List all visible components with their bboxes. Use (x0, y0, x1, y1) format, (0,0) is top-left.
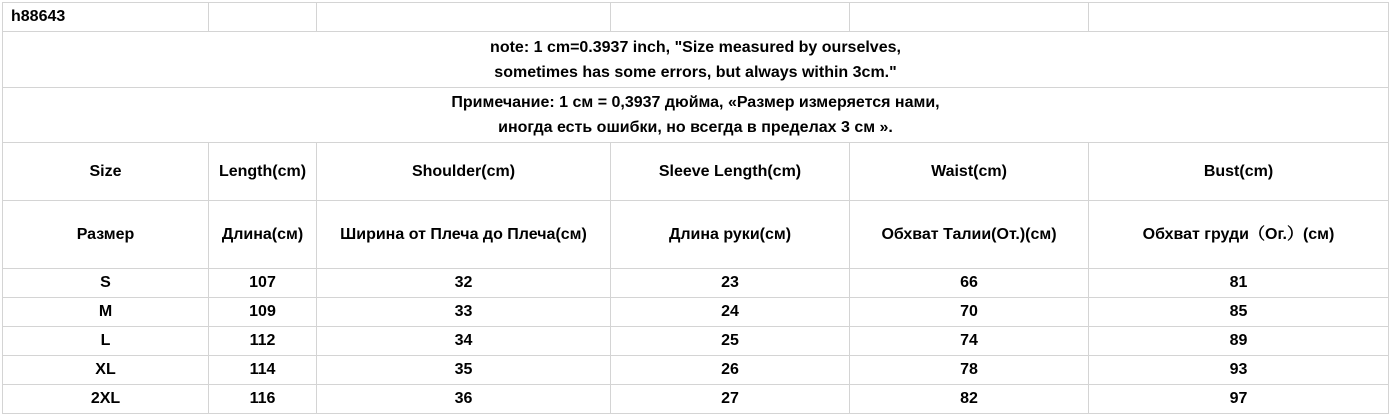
note-en-cell[interactable] (3, 32, 1389, 88)
header-ru-shoulder[interactable]: Ширина от Плеча до Плеча(см) (317, 201, 611, 269)
sleeve-length-cell[interactable]: 27 (611, 385, 850, 414)
length-cell[interactable]: 114 (209, 356, 317, 385)
length-cell[interactable]: 109 (209, 298, 317, 327)
length-cell[interactable]: 107 (209, 269, 317, 298)
note-en-line-2: sometimes has some errors, but always within 3cm." (494, 63, 897, 81)
header-ru-waist[interactable]: Обхват Талии(От.)(см) (850, 201, 1089, 269)
note-ru-cell[interactable] (3, 88, 1389, 143)
size-cell[interactable]: S (3, 269, 209, 298)
header-ru-row (3, 201, 1389, 269)
size-chart-table (2, 2, 1389, 414)
waist-cell[interactable]: 78 (850, 356, 1089, 385)
empty-cell[interactable] (317, 3, 611, 32)
empty-cell[interactable] (209, 3, 317, 32)
empty-cell[interactable] (1089, 3, 1389, 32)
waist-cell[interactable]: 66 (850, 269, 1089, 298)
header-ru-size[interactable]: Размер (3, 201, 209, 269)
length-cell[interactable]: 112 (209, 327, 317, 356)
header-length[interactable]: Length(cm) (209, 143, 317, 201)
bust-cell[interactable]: 85 (1089, 298, 1389, 327)
size-cell[interactable]: L (3, 327, 209, 356)
note-ru-line-2: иногда есть ошибки, но всегда в пределах 3 см ». (498, 119, 893, 136)
header-ru-length[interactable]: Длина(см) (209, 201, 317, 269)
bust-cell[interactable]: 81 (1089, 269, 1389, 298)
note-ru-row (3, 88, 1389, 143)
table-row (3, 298, 1389, 327)
shoulder-cell[interactable]: 36 (317, 385, 611, 414)
note-ru-line-1: Примечание: 1 см = 0,3937 дюйма, «Размер измеряется нами, (451, 94, 940, 111)
bust-cell[interactable]: 93 (1089, 356, 1389, 385)
sleeve-length-cell[interactable]: 25 (611, 327, 850, 356)
table-row (3, 356, 1389, 385)
shoulder-cell[interactable]: 32 (317, 269, 611, 298)
table-row (3, 327, 1389, 356)
table-row (3, 385, 1389, 414)
sleeve-length-cell[interactable]: 23 (611, 269, 850, 298)
header-waist[interactable]: Waist(cm) (850, 143, 1089, 201)
note-en-row (3, 32, 1389, 88)
header-sleeve-length[interactable]: Sleeve Length(cm) (611, 143, 850, 201)
sleeve-length-cell[interactable]: 26 (611, 356, 850, 385)
size-cell[interactable]: M (3, 298, 209, 327)
waist-cell[interactable]: 70 (850, 298, 1089, 327)
header-bust[interactable]: Bust(cm) (1089, 143, 1389, 201)
header-en-row (3, 143, 1389, 201)
shoulder-cell[interactable]: 35 (317, 356, 611, 385)
product-code-cell[interactable]: h88643 (3, 3, 209, 32)
empty-cell[interactable] (850, 3, 1089, 32)
header-shoulder[interactable]: Shoulder(cm) (317, 143, 611, 201)
waist-cell[interactable]: 82 (850, 385, 1089, 414)
shoulder-cell[interactable]: 33 (317, 298, 611, 327)
note-en-line-1: note: 1 cm=0.3937 inch, "Size measured by ourselves, (490, 38, 901, 56)
bust-cell[interactable]: 89 (1089, 327, 1389, 356)
length-cell[interactable]: 116 (209, 385, 317, 414)
header-size[interactable]: Size (3, 143, 209, 201)
bust-cell[interactable]: 97 (1089, 385, 1389, 414)
table-row (3, 269, 1389, 298)
waist-cell[interactable]: 74 (850, 327, 1089, 356)
empty-cell[interactable] (611, 3, 850, 32)
size-cell[interactable]: 2XL (3, 385, 209, 414)
header-ru-sleeve-length[interactable]: Длина руки(см) (611, 201, 850, 269)
shoulder-cell[interactable]: 34 (317, 327, 611, 356)
sleeve-length-cell[interactable]: 24 (611, 298, 850, 327)
product-code-row (3, 3, 1389, 32)
header-ru-bust[interactable]: Обхват груди（Ог.）(см) (1089, 201, 1389, 269)
size-cell[interactable]: XL (3, 356, 209, 385)
